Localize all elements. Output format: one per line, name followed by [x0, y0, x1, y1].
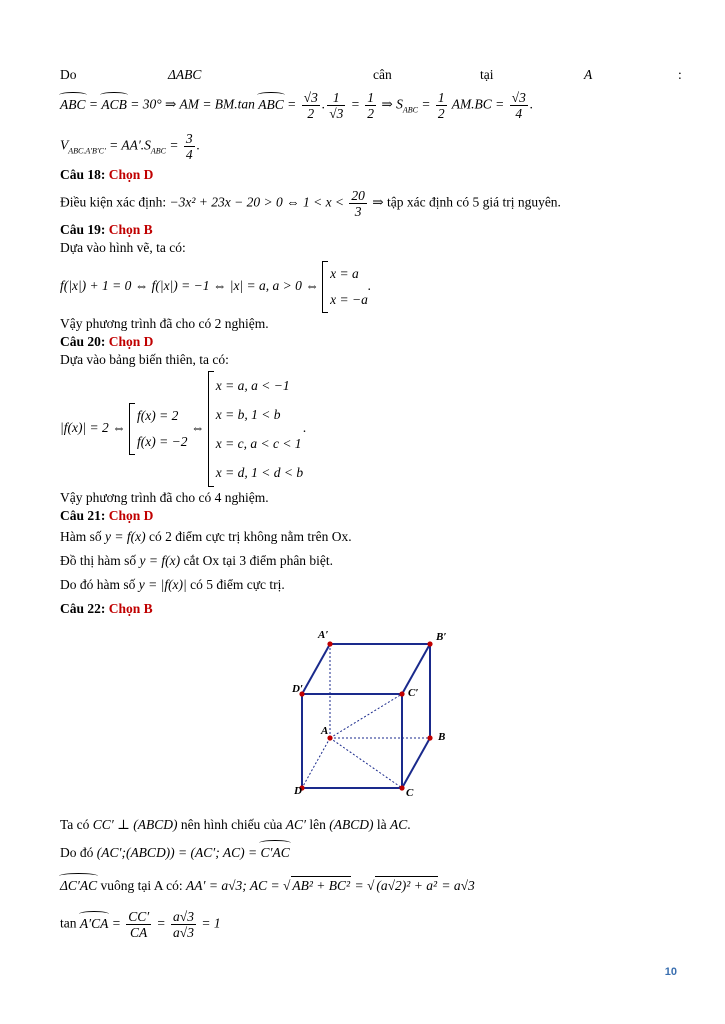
dot: .: [321, 96, 326, 112]
eq-am: = 30° ⇒ AM = BM.tan: [126, 96, 259, 112]
am-bc: AM.BC =: [448, 96, 508, 112]
text: Hàm số: [60, 529, 105, 544]
line-do-abc: [60, 66, 682, 86]
text: có 5 điểm cực trị.: [186, 577, 285, 592]
eq: =: [153, 915, 170, 931]
fraction-1-sqrt3: [327, 90, 345, 121]
den: a√3: [173, 925, 194, 940]
cube-edges: [302, 644, 430, 788]
expr: CC′ ⊥ (ABCD): [92, 817, 178, 832]
case: f(x) = 2: [137, 408, 179, 423]
den: √3: [329, 106, 344, 121]
iff: ⇔: [187, 420, 208, 436]
sqrt-symbol: √: [282, 878, 291, 893]
triangle-abc: ΔABC: [168, 67, 202, 82]
text: là: [373, 817, 391, 832]
aa-s: = AA′.S: [105, 137, 151, 153]
num: 20: [351, 188, 365, 203]
radicand: (a√2)² + a²: [376, 878, 437, 893]
angle-aca: A′CA: [79, 915, 109, 931]
eq: =: [85, 96, 102, 112]
text: vuông tại A có:: [97, 878, 187, 893]
sub-prism: ABC.A′B′C′: [68, 146, 106, 156]
q20-line-3: Vậy phương trình đã cho có 4 nghiệm.: [60, 490, 269, 505]
answer-choice: Chọn D: [108, 508, 154, 523]
triangle-cac: ΔC′AC: [60, 878, 98, 893]
label-a-prime: A′: [318, 629, 329, 641]
vertex-Ap: [327, 641, 332, 646]
label-c: C: [406, 787, 414, 799]
text: có 2 điểm cực trị không nằm trên Ox.: [145, 529, 352, 544]
num: 3: [185, 131, 193, 146]
fraction-cc-ca: [126, 909, 151, 940]
sqrt-symbol: √: [366, 878, 375, 893]
q19-line-1: Dựa vào hình vẽ, ta có:: [60, 240, 186, 255]
text: Do đó hàm số: [60, 577, 139, 592]
vertex-a: A: [584, 67, 593, 82]
bracket-fx: [129, 403, 187, 455]
q22-line-1: [60, 816, 682, 834]
num: 1: [327, 90, 345, 106]
hidden-edge-A-C: [330, 738, 402, 788]
num: √3: [303, 90, 318, 105]
vertex-C: [399, 785, 404, 790]
angle-acb: ACB: [101, 96, 127, 112]
text: lên: [306, 817, 330, 832]
q19-line-2: [60, 261, 682, 313]
expr: (ABCD): [329, 817, 374, 832]
q22-line-4: [60, 909, 682, 940]
question-label: Câu 20:: [60, 334, 106, 349]
q19-line-3: Vậy phương trình đã cho có 2 nghiệm.: [60, 316, 269, 331]
question-22-heading: [60, 600, 682, 618]
label-c-prime: C′: [408, 687, 419, 699]
den: 2: [437, 106, 445, 121]
implies-s: ⇒ S: [378, 96, 403, 112]
expr: AC: [390, 817, 408, 832]
cube-diagram: [288, 626, 468, 806]
case: f(x) = −2: [137, 434, 188, 449]
answer-choice: Chọn D: [108, 167, 154, 182]
den: CA: [130, 925, 148, 940]
expr: y = |f(x)|: [138, 577, 187, 592]
expr: AA′ = a√3; AC =: [186, 878, 283, 893]
question-21-heading: [60, 507, 682, 525]
edge-Ap-Dp: [302, 644, 330, 694]
sub-abc: ABC: [402, 105, 418, 115]
num: a√3: [173, 909, 194, 924]
den: 4: [185, 147, 193, 162]
word-do: Do: [60, 67, 77, 82]
equation: f(|x|) + 1 = 0 ⇔ f(|x|) = −1 ⇔ |x| = a, a > 0 ⇔: [60, 278, 323, 294]
question-20-heading: [60, 333, 682, 351]
text: Đồ thị hàm số: [60, 553, 140, 568]
equation: |f(x)| = 2 ⇔: [60, 420, 130, 436]
hidden-edge-A-Cp: [330, 694, 402, 738]
solution-page: [60, 66, 682, 940]
text: cắt Ox tại 3 điểm phân biệt.: [180, 553, 334, 568]
page-number: 10: [664, 966, 677, 978]
question-19-heading: [60, 221, 682, 239]
answer-choice: Chọn D: [108, 334, 154, 349]
inequality: −3x² + 23x − 20 > 0 ⇔ 1 < x <: [169, 194, 348, 210]
angle-abc-2: ABC: [258, 96, 284, 112]
question-label: Câu 21:: [60, 508, 106, 523]
num: 1: [437, 90, 445, 105]
q22-line-2: [60, 844, 682, 862]
cube-figure: [288, 626, 468, 806]
num: 1: [367, 90, 375, 105]
eq: =: [347, 96, 364, 112]
den: 2: [367, 106, 375, 121]
bracket-x: [208, 371, 303, 487]
sub-abc: ABC: [150, 146, 167, 156]
expr: y = f(x): [139, 553, 181, 568]
answer-choice: Chọn B: [108, 601, 153, 616]
colon: :: [678, 67, 682, 82]
radicand: AB² + BC²: [292, 878, 351, 893]
den: 3: [354, 204, 362, 219]
period: .: [196, 137, 201, 153]
label-b-prime: B′: [436, 631, 447, 643]
period: .: [303, 420, 307, 436]
label-d: D: [294, 785, 302, 797]
question-label: Câu 22:: [60, 601, 106, 616]
label-b: B: [438, 731, 446, 743]
fraction-sqrt3-2: [302, 90, 320, 121]
q21-line-2: [60, 552, 682, 570]
expr: y = f(x): [105, 529, 146, 544]
text: Ta có: [60, 817, 93, 832]
angle-cac: C′AC: [260, 845, 290, 860]
answer-choice: Chọn B: [108, 222, 153, 237]
label-a: A: [321, 725, 329, 737]
hidden-edge-A-D: [302, 738, 330, 788]
eq: =: [351, 878, 367, 893]
text: Do đó: [60, 845, 97, 860]
question-18-heading: [60, 166, 682, 184]
angle-abc: ABC: [60, 96, 86, 112]
eq: =: [417, 96, 434, 112]
question-18-text: [60, 188, 682, 219]
case: x = a, a < −1: [215, 378, 290, 393]
line-volume: [60, 131, 682, 162]
solution: x = −a: [330, 292, 368, 307]
expr: = a√3: [438, 878, 475, 893]
fraction-sqrt3-4: [510, 90, 528, 121]
num: √3: [511, 90, 526, 105]
q22-line-3: [60, 876, 682, 895]
fraction-20-3: [349, 188, 367, 219]
period: .: [367, 278, 372, 294]
text: ⇒ tập xác định có 5 giá trị nguyên.: [368, 194, 561, 210]
text: Điều kiện xác định:: [60, 194, 170, 210]
line-angle-equation: [60, 90, 682, 121]
q21-line-1: [60, 528, 682, 546]
fraction-3-4: [184, 131, 195, 162]
text: nên hình chiếu của: [177, 817, 286, 832]
word-can: cân: [373, 67, 392, 82]
expr: AC′: [285, 817, 307, 832]
eq: =: [283, 96, 300, 112]
period: .: [529, 96, 534, 112]
vertex-B: [427, 735, 432, 740]
label-d-prime: D′: [292, 683, 304, 695]
eq: =: [166, 137, 182, 153]
result: = 1: [197, 915, 221, 931]
word-tai: tại: [480, 67, 494, 82]
question-label: Câu 18:: [60, 167, 106, 182]
period: .: [407, 817, 411, 832]
fraction-1-2b: [436, 90, 447, 121]
vertex-Bp: [427, 641, 432, 646]
volume-v: V: [60, 137, 69, 153]
case: x = b, 1 < b: [215, 407, 281, 422]
eq: =: [108, 915, 125, 931]
q21-line-3: [60, 576, 682, 594]
solution-bracket: [322, 261, 368, 313]
den: 4: [515, 106, 523, 121]
num: CC′: [128, 909, 150, 924]
case: x = c, a < c < 1: [215, 436, 302, 451]
fraction-a3-a3: [171, 909, 196, 940]
den: 2: [307, 106, 315, 121]
q20-line-2: [60, 371, 682, 487]
fraction-1-2: [365, 90, 376, 121]
question-label: Câu 19:: [60, 222, 106, 237]
vertex-Cp: [399, 691, 404, 696]
tan: tan: [60, 915, 80, 931]
expr: (AC′;(ABCD)) = (AC′; AC) =: [96, 845, 261, 860]
q20-line-1: Dựa vào bảng biến thiên, ta có:: [60, 352, 229, 367]
solution: x = a: [330, 266, 359, 281]
edge-C-B: [402, 738, 430, 788]
case: x = d, 1 < d < b: [215, 465, 304, 480]
